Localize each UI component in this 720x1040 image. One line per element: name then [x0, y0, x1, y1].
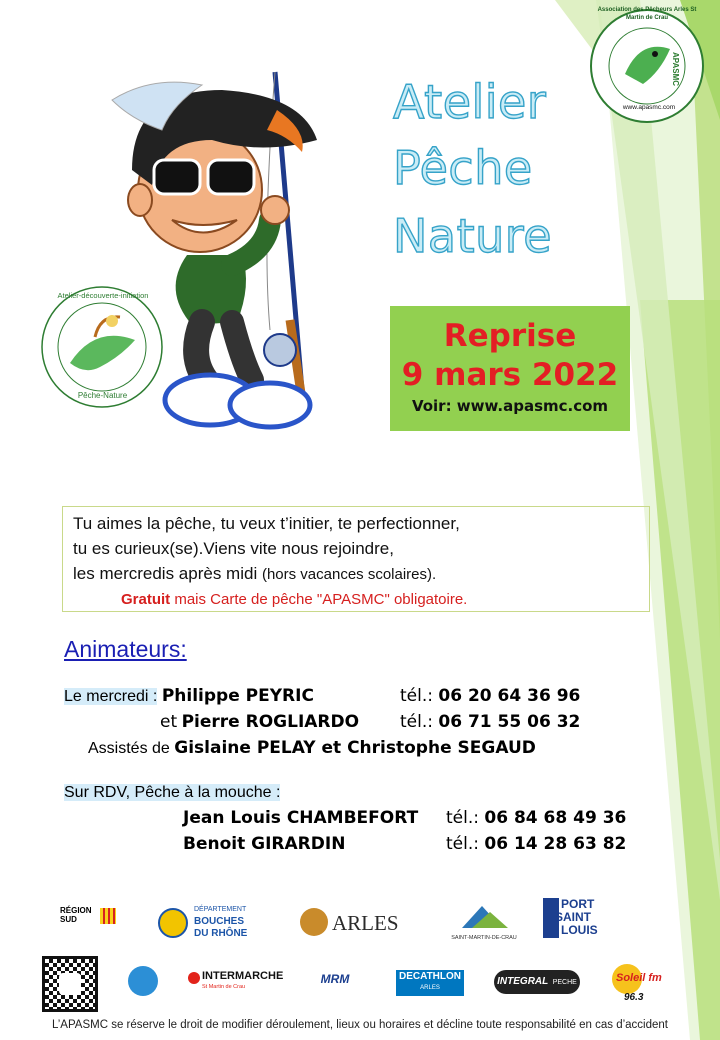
decathlon-text: DECATHLON [398, 971, 462, 982]
intro-free-line [73, 587, 639, 612]
assist-names: Gislaine PELAY et Christophe SEGAUD [174, 738, 536, 758]
saint-martin-text: SAINT-MARTIN-DE-CRAU [451, 935, 517, 941]
intro-line-2: tu es curieux(se).Viens vite nous rejoindre, [73, 539, 394, 558]
club-seal-url: www.apasmc.com [622, 104, 676, 111]
intermarche-text: INTERMARCHE [202, 970, 284, 982]
mrm-logo: MRM [320, 972, 350, 986]
soleil-text: Soleil fm [616, 972, 662, 984]
decathlon-logo [396, 970, 464, 996]
intro-line-3-main: les mercredis après midi [73, 564, 262, 583]
tel-number[interactable]: 06 14 28 63 82 [484, 834, 627, 854]
animateur-row-1 [64, 686, 314, 706]
departement-text: BOUCHES [194, 916, 245, 927]
soleil-fm-logo [612, 964, 664, 1008]
psl-text: PORT [561, 897, 595, 911]
animateurs-heading: Animateurs: [64, 636, 187, 662]
departement-bouches-du-rhone-logo [158, 906, 264, 942]
fishing-club-round-icon [128, 966, 158, 996]
animateur-row-2 [160, 712, 359, 732]
intro-line-3-small: (hors vacances scolaires). [261, 566, 437, 583]
atelier-seal-logo [40, 285, 165, 410]
atelier-seal-text-bottom: Pêche-Nature [77, 391, 128, 400]
tel-number[interactable]: 06 20 64 36 96 [438, 686, 581, 706]
intro-line-1: Tu aimes la pêche, tu veux t’initier, te perfectionner, [73, 514, 460, 533]
wednesday-label: Le mercredi : [64, 688, 158, 705]
intro-line-3 [73, 561, 639, 587]
integral-sub-text: PECHE [552, 979, 577, 986]
assist-label: Assistés de [88, 740, 170, 757]
fly-fishing-label: Sur RDV, Pêche à la mouche : [64, 784, 281, 801]
atelier-seal-text-top: Atelier-découverte-initiation [57, 291, 149, 300]
apasmc-club-seal-logo [585, 4, 710, 129]
club-seal-text: Association des Pêcheurs Arles St Martin de Crau [597, 7, 697, 21]
integral-text: INTEGRAL [497, 976, 549, 987]
reprise-date: 9 mars 2022 [401, 357, 619, 393]
tel-number[interactable]: 06 84 68 49 36 [484, 808, 627, 828]
assistants-row [88, 738, 536, 758]
intro-free-rest: mais Carte de pêche "APASMC" obligatoire. [170, 591, 468, 608]
tel-label: tél.: [446, 834, 479, 854]
soleil-freq-text: 96.3 [624, 992, 644, 1003]
arles-text: ARLES [332, 911, 399, 935]
psl-text: LOUIS [561, 923, 598, 937]
animateur-tel-1 [400, 686, 580, 706]
region-text: SUD [60, 915, 77, 924]
port-saint-louis-logo [543, 898, 603, 944]
tel-label: tél.: [400, 712, 433, 732]
integral-peche-logo [494, 970, 580, 994]
fly-fishing-row [64, 784, 280, 802]
decathlon-sub-text: ARLES [420, 985, 440, 991]
qr-code-icon[interactable] [42, 956, 98, 1012]
title-line-1: Atelier [393, 75, 547, 129]
animateur-name: Benoit GIRARDIN [183, 834, 346, 854]
animateur-tel-4 [446, 834, 626, 854]
intermarche-sub-text: St Martin de Crau [202, 984, 246, 990]
reprise-website-link[interactable]: Voir: www.apasmc.com [411, 397, 609, 415]
departement-text: DU RHÔNE [194, 928, 248, 939]
title-line-2: Pêche [393, 141, 533, 195]
intermarche-logo [188, 970, 284, 1000]
region-text: RÉGION [60, 906, 92, 915]
departement-text: DÉPARTEMENT [194, 906, 247, 913]
title-line-3: Nature [393, 209, 552, 263]
et-prefix: et [160, 712, 178, 732]
disclaimer-footer: L’APASMC se réserve le droit de modifier déroulement, lieux ou horaires et décline toute responsabilité en cas d’accident [51, 1019, 668, 1031]
animateur-tel-3 [446, 808, 626, 828]
animateur-name: Pierre ROGLIARDO [181, 712, 360, 732]
reprise-box [390, 306, 630, 431]
saint-martin-de-crau-logo [442, 902, 526, 942]
tel-number[interactable]: 06 71 55 06 32 [438, 712, 581, 732]
arles-logo [300, 908, 400, 938]
animateur-name: Philippe PEYRIC [161, 686, 314, 706]
intro-box [62, 506, 650, 612]
club-seal-name: APASMC [671, 52, 680, 87]
psl-text: SAINT [555, 910, 591, 924]
animateur-tel-2 [400, 712, 580, 732]
reprise-label: Reprise [443, 318, 577, 354]
region-sud-logo [60, 906, 122, 942]
tel-label: tél.: [446, 808, 479, 828]
animateur-name: Jean Louis CHAMBEFORT [183, 808, 419, 828]
tel-label: tél.: [400, 686, 433, 706]
intro-free-bold: Gratuit [121, 591, 171, 608]
